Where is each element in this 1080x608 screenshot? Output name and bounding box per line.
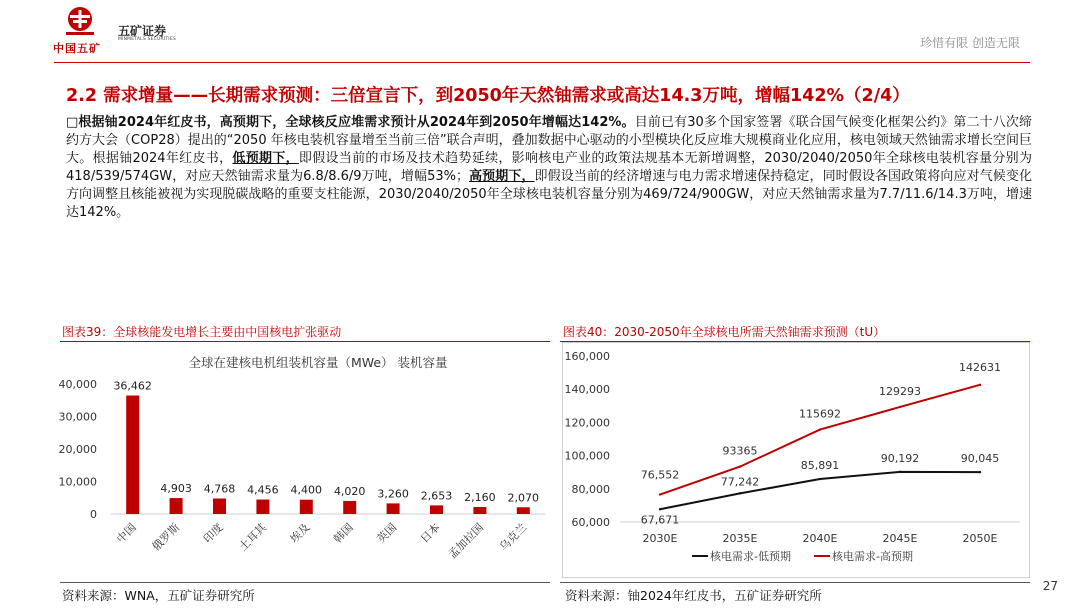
data-label: 77,242 (720, 475, 760, 489)
data-point (979, 384, 981, 386)
y-tick-label: 40,000 (58, 378, 97, 391)
bar-chart (55, 342, 555, 580)
bar-value-label: 4,400 (290, 483, 323, 497)
x-tick-label: 土耳其 (236, 520, 270, 554)
brand-name: 五矿证券 (118, 24, 167, 38)
data-label: 129293 (879, 384, 921, 398)
bar (387, 503, 400, 514)
x-tick-label: 埃及 (287, 520, 313, 546)
data-label: 76,552 (640, 468, 680, 482)
paragraph-text-2: 即假设当前的市场及技术趋势延续，影响核电产业的政策法规基本无新增调整，2030/2040/2050年全球核电装机容量分别为418/539/574GW，对应天然铀需求量为6.8/8.6/9万吨，增幅53%； (66, 151, 1032, 184)
bar-value-label: 4,903 (160, 482, 192, 496)
x-tick-label: 2045E (882, 532, 918, 545)
bullet-marker: □ (66, 115, 79, 130)
page-number: 27 (1042, 579, 1058, 593)
bar (430, 505, 443, 514)
data-label: 90,192 (880, 451, 920, 465)
bar-value-label: 36,462 (113, 379, 152, 393)
data-label: 142631 (959, 360, 1001, 374)
bar (256, 500, 269, 514)
page-title: 2.2 需求增量——长期需求预测：三倍宣言下，到2050年天然铀需求或高达14.3万吨，增幅142%（2/4） (66, 86, 910, 106)
data-label: 115692 (799, 407, 841, 421)
figure39-source: 资料来源：WNA，五矿证券研究所 (62, 588, 255, 603)
y-tick-label: 120,000 (564, 416, 610, 430)
bar (126, 395, 139, 514)
data-label: 93365 (722, 444, 758, 458)
y-tick-label: 160,000 (564, 350, 610, 363)
data-point (899, 406, 901, 408)
data-point (899, 471, 901, 473)
paragraph-text-1: 目前已有30多个国家签署《联合国气候变化框架公约》第二十八次缔约方大会（COP28）提出的“2050 年核电装机容量增至当前三倍”联合声明，叠加数据中心驱动的小型模块化反应堆大规模商业化应用，核电领域天然铀需求增长空间巨大。根据铀2024年红皮书， (66, 115, 1032, 166)
bar-value-label: 2,070 (507, 491, 540, 505)
data-point (819, 428, 821, 430)
bar (517, 507, 530, 514)
data-point (819, 478, 821, 480)
chart-frame (563, 343, 1030, 578)
bar (213, 499, 226, 514)
y-tick-label: 60,000 (571, 516, 610, 529)
y-tick-label: 30,000 (58, 410, 97, 424)
x-tick-label: 2050E (962, 532, 998, 545)
x-tick-label: 孟加拉国 (445, 520, 487, 562)
chart-title: 全球在建核电机组装机容量（MWe） 装机容量 (188, 355, 448, 370)
body-paragraph (66, 114, 1032, 222)
high-scenario-label: 高预期下， (468, 169, 535, 184)
bar (473, 507, 486, 514)
data-label: 67,671 (640, 513, 680, 527)
data-label: 85,891 (800, 459, 840, 473)
figure40-bottom-rule (560, 582, 1030, 583)
figure40-source: 资料来源：铀2024年红皮书，五矿证券研究所 (565, 588, 822, 603)
y-tick-label: 100,000 (564, 449, 610, 463)
bar-value-label: 4,456 (247, 483, 279, 497)
x-tick-label: 2035E (722, 532, 758, 545)
bar (300, 500, 313, 514)
x-tick-label: 乌克兰 (496, 520, 530, 554)
x-tick-label: 英国 (374, 520, 400, 546)
line-chart (562, 342, 1030, 578)
slogan: 珍惜有限 创造无限 (920, 36, 1020, 50)
figure40-caption: 图表40：2030-2050年全球核电所需天然铀需求预测（tU） (563, 325, 886, 339)
company-logo-icon (62, 6, 98, 40)
y-tick-label: 10,000 (58, 475, 97, 489)
x-tick-label: 韩国 (331, 520, 356, 546)
x-tick-label: 俄罗斯 (149, 520, 183, 554)
bar-value-label: 2,160 (464, 490, 496, 504)
data-point (739, 492, 741, 494)
x-tick-label: 2030E (642, 532, 678, 545)
y-tick-label: 20,000 (58, 443, 97, 456)
legend-label: 核电需求-高预期 (832, 550, 913, 563)
legend-label: 核电需求-低预期 (710, 550, 791, 563)
bar-value-label: 4,020 (333, 484, 366, 498)
data-point (739, 465, 741, 467)
data-point (659, 508, 661, 510)
y-tick-label: 0 (90, 508, 97, 521)
bar (170, 498, 183, 514)
figure39-bottom-rule (60, 582, 550, 583)
x-tick-label: 印度 (200, 520, 226, 546)
x-tick-label: 2040E (802, 532, 838, 545)
paragraph-lead: 根据铀2024年红皮书，高预期下，全球核反应堆需求预计从2024年到2050年增幅达142%。 (78, 115, 635, 130)
paragraph-text-3: 即假设当前的经济增速与电力需求增速保持稳定，同时假设各国政策将向应对气候变化方向调整且核能被视为实现脱碳战略的重要支柱能源，2030/2040/2050年全球核电装机容量分别为469/724/900GW，对应天然铀需求量为7.7/11.6/14.3万吨，增速达142%。 (66, 169, 1032, 220)
bar (343, 501, 356, 514)
y-tick-label: 80,000 (571, 482, 610, 496)
bar-value-label: 3,260 (377, 487, 409, 501)
x-tick-label: 中国 (114, 520, 139, 546)
logo-text: 中国五矿 (53, 42, 101, 55)
figure39-caption: 图表39：全球核能发电增长主要由中国核电扩张驱动 (62, 325, 342, 339)
data-point (979, 471, 981, 473)
y-tick-label: 140,000 (564, 383, 610, 397)
bar-value-label: 2,653 (420, 489, 453, 503)
low-scenario-label: 低预期下， (232, 151, 299, 166)
bar-value-label: 4,768 (203, 482, 236, 496)
data-point (659, 493, 661, 495)
x-tick-label: 日本 (417, 520, 443, 546)
brand-name-en: MINMETALS SECURITIES (118, 37, 176, 42)
data-label: 90,045 (960, 452, 1000, 466)
header-divider (54, 62, 1030, 63)
